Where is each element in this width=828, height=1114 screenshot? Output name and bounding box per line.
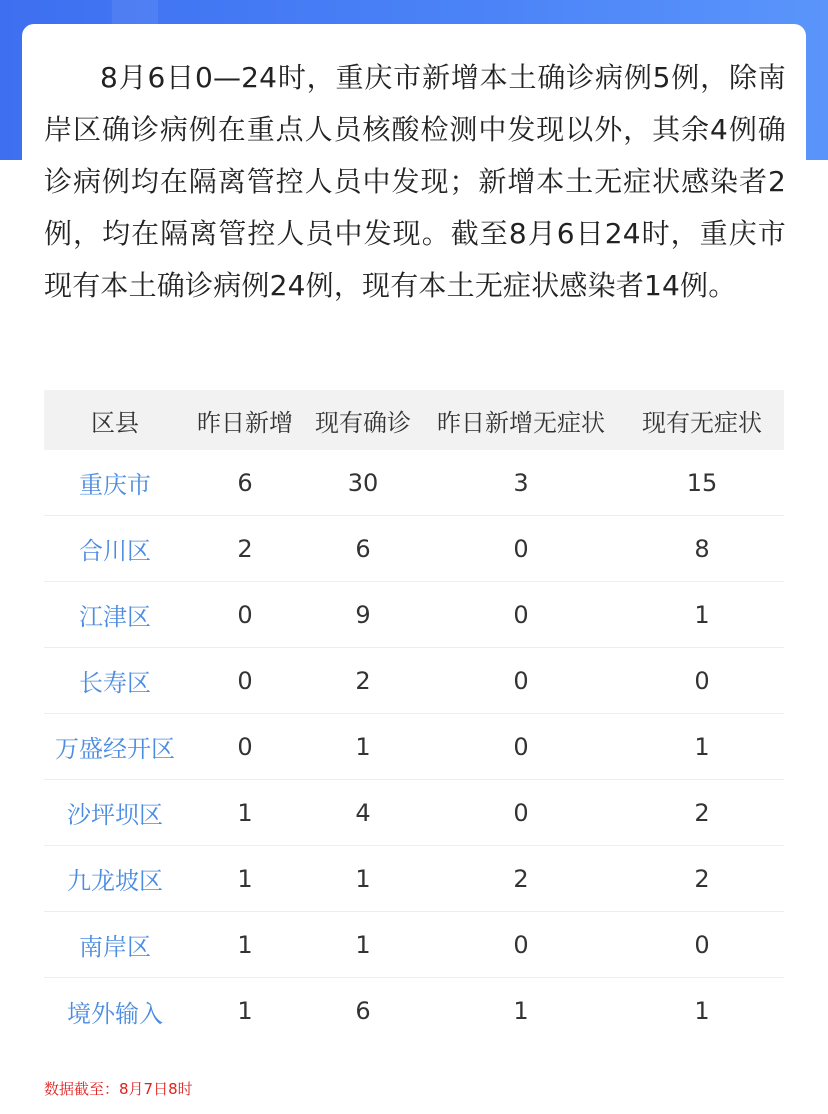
cell-current-asym: 8 <box>694 534 710 563</box>
cell-current-asym: 1 <box>694 997 710 1025</box>
cell-current-asym: 15 <box>686 468 718 497</box>
table-row <box>44 516 784 582</box>
cell-current: 6 <box>355 534 371 563</box>
table-row <box>44 912 784 978</box>
cell-current: 4 <box>355 798 371 827</box>
cell-current-asym: 0 <box>694 930 710 959</box>
cell-new: 0 <box>237 732 253 761</box>
data-cutoff-note: 数据截至：8月7日8时 <box>44 1080 193 1098</box>
cell-new-asym: 0 <box>513 930 529 959</box>
table-row <box>44 582 784 648</box>
district-link-jiulongpo[interactable]: 九龙坡区 <box>67 867 163 895</box>
table-row <box>44 780 784 846</box>
cell-current-asym: 0 <box>694 666 710 695</box>
cell-new-asym: 0 <box>513 666 529 695</box>
district-link-nanan[interactable]: 南岸区 <box>79 933 151 961</box>
district-table <box>44 390 784 1044</box>
cell-current: 1 <box>355 732 371 761</box>
cell-new-asym: 1 <box>513 997 529 1025</box>
header-stripe <box>112 0 158 24</box>
cell-current: 6 <box>355 997 371 1025</box>
cell-current-asym: 2 <box>694 864 710 893</box>
cell-new: 1 <box>237 930 253 959</box>
district-link-hechuan[interactable]: 合川区 <box>79 537 151 565</box>
cell-current: 1 <box>355 930 371 959</box>
cell-new-asym: 0 <box>513 732 529 761</box>
cell-new: 0 <box>237 666 253 695</box>
district-link-imported[interactable]: 境外输入 <box>67 999 163 1028</box>
content-card <box>22 24 806 1114</box>
cell-new-asym: 0 <box>513 534 529 563</box>
cell-current: 1 <box>355 864 371 893</box>
cell-new-asym: 3 <box>513 468 529 497</box>
header-district: 区县 <box>91 408 139 437</box>
district-link-chongqing[interactable]: 重庆市 <box>79 471 151 499</box>
district-link-wansheng[interactable]: 万盛经开区 <box>55 735 175 763</box>
header-new-asymptomatic: 昨日新增无症状 <box>437 408 605 437</box>
cell-current-asym: 1 <box>694 732 710 761</box>
table-row <box>44 846 784 912</box>
district-link-shapingba[interactable]: 沙坪坝区 <box>67 801 163 829</box>
district-link-changshou[interactable]: 长寿区 <box>79 669 151 697</box>
header-current: 现有确诊 <box>315 408 411 437</box>
cell-current-asym: 2 <box>694 798 710 827</box>
cell-new: 1 <box>237 864 253 893</box>
cell-new-asym: 2 <box>513 864 529 893</box>
cell-new-asym: 0 <box>513 600 529 629</box>
cell-current: 2 <box>355 666 371 695</box>
table-header-row <box>44 390 784 450</box>
table-row <box>44 978 784 1044</box>
cell-new: 2 <box>237 534 253 563</box>
cell-new: 1 <box>237 997 253 1025</box>
report-paragraph: 8月6日0—24时，重庆市新增本土确诊病例5例，除南岸区确诊病例在重点人员核酸检测中发现以外，其余4例确诊病例均在隔离管控人员中发现；新增本土无症状感染者2例，均在隔离管控人员中发现。截至8月6日24时，重庆市现有本土确诊病例24例，现有本土无症状感染者14例。 <box>44 61 786 302</box>
header-current-asymptomatic: 现有无症状 <box>642 408 762 437</box>
cell-new: 1 <box>237 798 253 827</box>
table-row <box>44 450 784 516</box>
header-new: 昨日新增 <box>197 408 293 437</box>
table-row <box>44 648 784 714</box>
cell-new: 6 <box>237 468 253 497</box>
cell-new: 0 <box>237 600 253 629</box>
cell-new-asym: 0 <box>513 798 529 827</box>
table-row <box>44 714 784 780</box>
cell-current: 30 <box>347 468 379 497</box>
district-link-jiangjin[interactable]: 江津区 <box>79 603 151 631</box>
cell-current-asym: 1 <box>694 600 710 629</box>
cell-current: 9 <box>355 600 371 629</box>
